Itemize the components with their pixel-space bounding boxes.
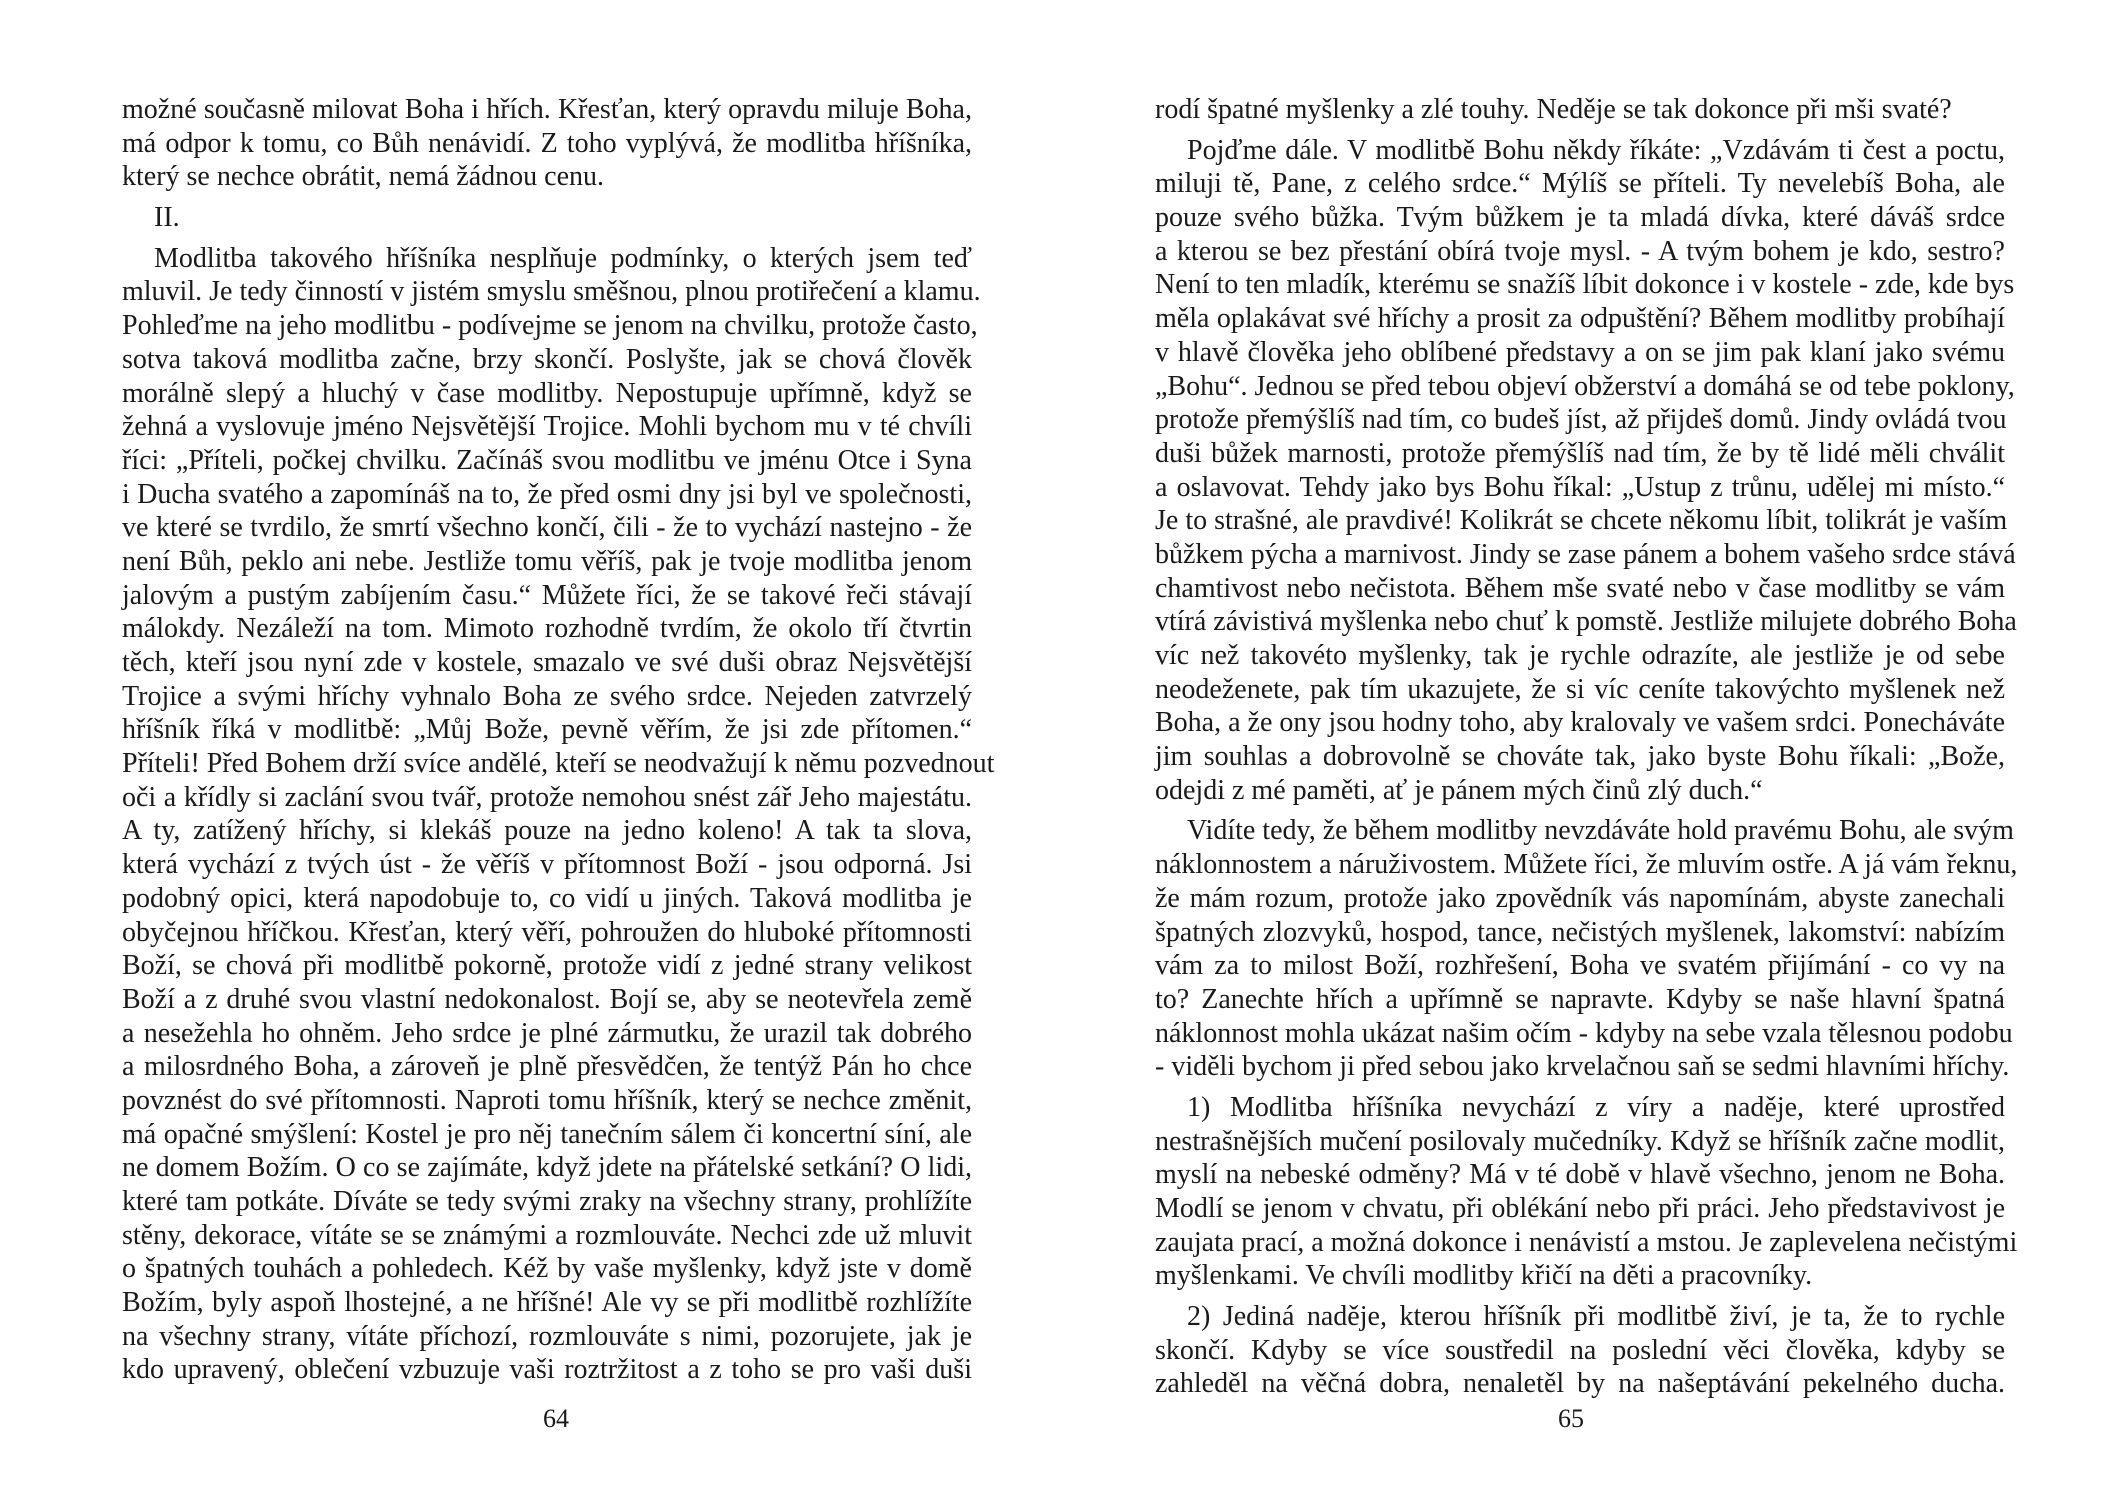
text-line: Příteli! Před Bohem drží svíce andělé, kteří se neodvažují k němu pozvednout <box>122 748 995 780</box>
text-line: a oslavovat. Tehdy jako bys Bohu říkal: „Ustup z trůnu, udělej mi místo.“ <box>1155 471 2005 503</box>
text-line: morálně slepý a hluchý v čase modlitby. Nepostupuje upřímně, když se <box>122 377 972 409</box>
text-line: pouze svého bůžka. Tvým bůžkem je ta mladá dívka, které dáváš srdce <box>1155 202 2005 234</box>
text-line: Vidíte tedy, že během modlitby nevzdáváte hold pravému Bohu, ale svým <box>1187 815 2014 847</box>
text-line: Pojďme dále. V modlitbě Bohu někdy říkáte: „Vzdávám ti čest a poctu, <box>1187 134 2005 166</box>
text-line: v hlavě člověka jeho oblíbené představy a on se jim pak klaní jako svému <box>1155 336 2005 368</box>
text-line: kdo upravený, oblečení vzbuzuje vaši roztržitost a z toho se pro vaši duši <box>122 1354 972 1386</box>
text-line: Boží a z druhé svou vlastní nedokonalost. Bojí se, aby se neotevřela země <box>122 983 972 1015</box>
text-line: málokdy. Nezáleží na tom. Mimoto rozhodně tvrdím, že okolo tří čtvrtin <box>122 613 972 645</box>
text-line: má opačné smýšlení: Kostel je pro něj tanečním sálem či koncertní síní, ale <box>122 1118 972 1150</box>
text-line: víc než takovéto myšlenky, tak je rychle odrazíte, ale jestliže je od sebe <box>1155 640 2005 671</box>
text-line: povznést do své přítomnosti. Naproti tomu hříšník, který se nechce změnit, <box>122 1084 972 1116</box>
text-line: jalovým a pustým zabíjením času.“ Můžete říci, že se takové řeči stávají <box>122 579 972 611</box>
text-line: 2) Jediná naděje, kterou hříšník při modlitbě živí, je ta, že to rychle <box>1187 1301 2005 1333</box>
text-line: těch, kteří jsou nyní zde v kostele, smazalo ve své duši obraz Nejsvětější <box>122 647 972 678</box>
text-line: Modlitba takového hříšníka nesplňuje podmínky, o kterých jsem teď <box>154 242 972 274</box>
text-line: špatných zlozvyků, hospod, tance, nečistých myšlenek, lakomství: nabízím <box>1155 916 2005 948</box>
text-line: možné současně milovat Boha i hřích. Křesťan, který opravdu miluje Boha, <box>122 94 972 125</box>
text-line: Pohleďme na jeho modlitbu - podívejme se jenom na chvilku, protože často, <box>122 310 978 342</box>
text-line: obyčejnou hříčkou. Křesťan, který věří, pohroužen do hluboké přítomnosti <box>122 916 972 948</box>
text-line: o špatných touhách a pohledech. Kéž by vaše myšlenky, když jste v domě <box>122 1253 972 1285</box>
left-page-text <box>122 93 995 1394</box>
text-line: na všechny strany, vítáte příchozí, rozmlouváte s nimi, pozorujete, jak je <box>122 1320 972 1352</box>
text-line: to? Zanechte hřích a upřímně se napravte. Kdyby se naše hlavní špatná <box>1155 983 2005 1015</box>
text-line: myslí na nebeské odměny? Má v té době v hlavě všechno, jenom ne Boha. <box>1155 1159 2005 1191</box>
text-line: odejdi z mé paměti, ať je pánem mých činů zlý duch.“ <box>1155 774 1763 806</box>
text-line: stěny, dekorace, vítáte se se známými a rozmlouváte. Nechci zde už mluvit <box>122 1219 972 1251</box>
text-line: duši bůžek marnosti, protože přemýšlíš nad tím, že by tě lidé měli chválit <box>1155 437 2005 469</box>
text-line: bůžkem pýcha a marnivost. Jindy se zase pánem a bohem vašeho srdce stává <box>1155 538 2016 570</box>
text-line: nestrašnějších mučení posilovaly mučedníky. Když se hříšník začne modlit, <box>1155 1125 2005 1157</box>
paragraph <box>1155 134 2017 808</box>
paragraph <box>1155 1300 2005 1401</box>
text-line: má odpor k tomu, co Bůh nenávidí. Z toho vyplývá, že modlitba hříšníka, <box>122 127 972 159</box>
text-line: zaujata prací, a možná dokonce i nenávistí a mstou. Je zaplevelena nečistými <box>1155 1226 2018 1258</box>
paragraph <box>122 201 972 235</box>
text-line: že mám rozum, protože jako zpovědník vás napomínám, abyste zanechali <box>1155 882 2005 914</box>
page-number-left: 64 <box>543 1404 569 1433</box>
text-line: Je to strašné, ale pravdivé! Kolikrát se chcete někomu líbit, tolikrát je vaším <box>1155 505 2008 537</box>
text-line: žehná a vyslovuje jméno Nejsvětější Trojice. Mohli bychom mu v té chvíli <box>122 411 972 443</box>
text-line: který se nechce obrátit, nemá žádnou cenu. <box>122 161 605 193</box>
text-line: chamtivost nebo nečistota. Během mše svaté nebo v čase modlitby se vám <box>1155 572 2005 604</box>
text-line: podobný opici, která napodobuje to, co vidí u jiných. Taková modlitba je <box>122 882 972 914</box>
text-line: náklonnostem a náruživostem. Můžete říci, že mluvím ostře. A já vám řeknu, <box>1155 849 2018 881</box>
text-line: protože přemýšlíš nad tím, co budeš jíst, až přijdeš domů. Jindy ovládá tvou <box>1155 404 2007 436</box>
text-line: která vychází z tvých úst - že věříš v přítomnost Boží - jsou odporná. Jsi <box>122 849 972 881</box>
text-line: říci: „Příteli, počkej chvilku. Začínáš svou modlitbu ve jménu Otce i Syna <box>122 444 972 476</box>
paragraph <box>1155 814 2018 1084</box>
text-line: - viděli bychom ji před sebou jako krvelačnou saň se sedmi hlavními hříchy. <box>1155 1051 2010 1083</box>
text-line: ve které se tvrdilo, že smrtí všechno končí, čili - že to vychází nastejno - že <box>122 512 972 544</box>
text-line: náklonnost mohla ukázat našim očím - kdyby na sebe vzala tělesnou podobu <box>1155 1017 2013 1049</box>
text-line: zahleděl na věčná dobra, nenaletěl by na našeptávání pekelného ducha. <box>1155 1368 2005 1400</box>
text-line: a kterou se bez přestání obírá tvoje mysl. - A tvým bohem je kdo, sestro? <box>1155 235 2005 267</box>
text-line: vám za to milost Boží, rozhřešení, Boha ve svatém přijímání - co vy na <box>1155 950 2005 982</box>
paragraph <box>1155 1091 2018 1293</box>
text-line: A ty, zatížený hříchy, si klekáš pouze na jedno koleno! A tak ta slova, <box>122 815 972 847</box>
text-line: neodeženete, pak tím ukazujete, že si víc ceníte takovýchto myšlenek než <box>1155 673 2005 705</box>
text-line: které tam potkáte. Díváte se tedy svými zraky na všechny strany, prohlížíte <box>122 1186 972 1217</box>
text-line: Boha, a že ony jsou hodny toho, aby kralovaly ve vašem srdci. Ponecháváte <box>1155 707 2005 739</box>
text-line: sotva taková modlitba začne, brzy skončí. Poslyšte, jak se chová člověk <box>122 343 972 375</box>
text-line: II. <box>154 202 180 234</box>
text-line: miluji tě, Pane, z celého srdce.“ Mýlíš se příteli. Ty nevelebíš Boha, ale <box>1155 168 2005 200</box>
text-line: „Bohu“. Jednou se před tebou objeví obžerství a domáhá se od tebe poklony, <box>1155 370 2015 402</box>
right-page-text <box>1155 93 2018 1408</box>
text-line: není Bůh, peklo ani nebe. Jestliže tomu věříš, pak je tvoje modlitba jenom <box>122 545 972 577</box>
text-line: a milosrdného Boha, a zároveň je plně přesvědčen, že tentýž Pán ho chce <box>122 1051 972 1083</box>
text-line: a nesežehla ho ohněm. Jeho srdce je plné zármutku, že urazil tak dobrého <box>122 1017 972 1049</box>
text-line: vtírá závistivá myšlenka nebo chuť k pomstě. Jestliže milujete dobrého Boha <box>1155 606 2017 638</box>
page-number-right: 65 <box>1558 1404 1584 1433</box>
paragraph <box>122 242 995 1387</box>
text-line: myšlenkami. Ve chvíli modlitby křičí na děti a pracovníky. <box>1155 1260 1813 1292</box>
text-line: Božím, byly aspoň lhostejné, a ne hříšné! Ale vy se při modlitbě rozhlížíte <box>122 1287 972 1319</box>
text-line: Boží, se chová při modlitbě pokorně, protože vidí z jedné strany velikost <box>122 950 972 982</box>
text-line: ne domem Božím. O co se zajímáte, když jdete na přátelské setkání? O lidi, <box>122 1152 972 1184</box>
text-line: 1) Modlitba hříšníka nevychází z víry a naděje, které uprostřed <box>1187 1091 2005 1123</box>
text-line: Trojice a svými hříchy vyhnalo Boha ze svého srdce. Nejeden zatvrzelý <box>122 680 972 712</box>
text-line: Modlí se jenom v chvatu, při oblékání nebo při práci. Jeho představivost je <box>1155 1193 2005 1224</box>
text-line: oči a křídly si zaclání svou tvář, protože nemohou snést zář Jeho majestátu. <box>122 781 972 813</box>
text-line: Není to ten mladík, kterému se snažíš líbit dokonce i v kostele - zde, kde bys <box>1155 269 2015 301</box>
text-line: mluvil. Je tedy činností v jistém smyslu směšnou, plnou protiřečení a klamu. <box>122 276 981 308</box>
text-line: skončí. Kdyby se více soustředil na poslední věci člověka, kdyby se <box>1155 1334 2005 1366</box>
text-line: i Ducha svatého a zapomínáš na to, že před osmi dny jsi byl ve společnosti, <box>122 478 972 510</box>
paragraph <box>122 93 972 194</box>
text-line: rodí špatné myšlenky a zlé touhy. Neděje se tak dokonce při mši svaté? <box>1155 94 1952 125</box>
text-line: jim souhlas a dobrovolně se chováte tak, jako byste Bohu říkali: „Bože, <box>1155 741 2005 773</box>
text-line: měla oplakávat své hříchy a prosit za odpuštění? Během modlitby probíhají <box>1155 303 2005 335</box>
paragraph <box>1155 93 2005 127</box>
text-line: hříšník říká v modlitbě: „Můj Bože, pevně věřím, že jsi zde přítomen.“ <box>122 714 972 746</box>
